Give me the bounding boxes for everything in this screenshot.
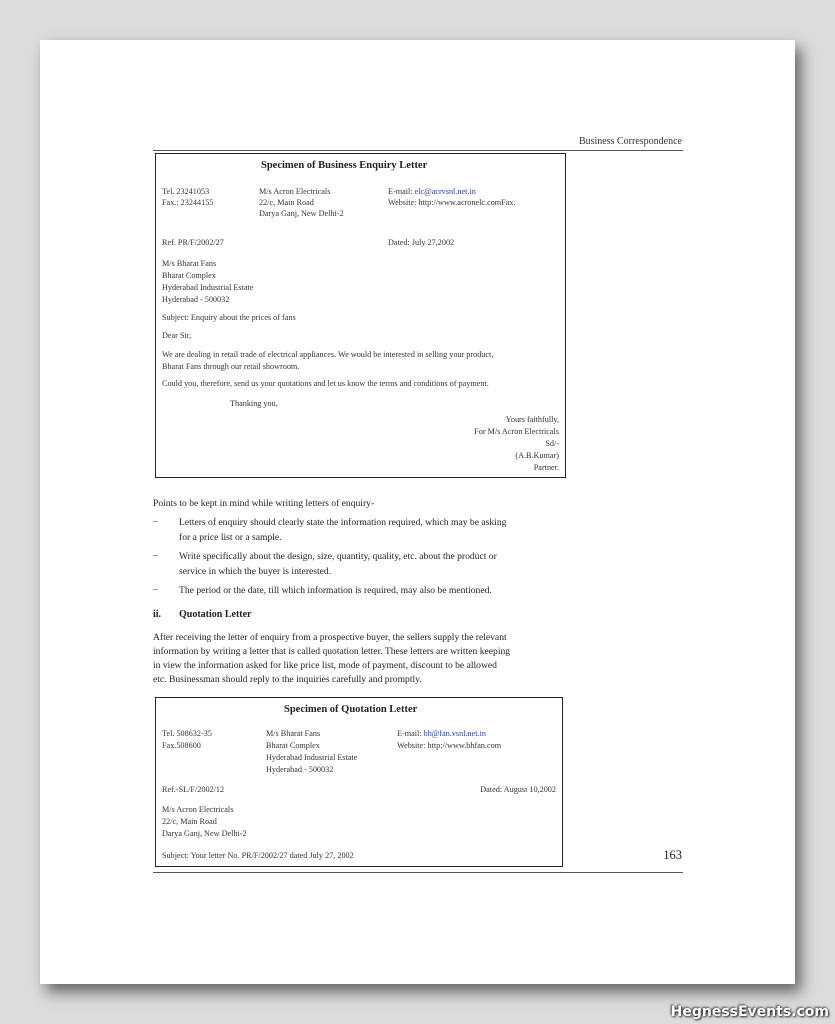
enquiry-signatory-name: (A.B.Kumar) xyxy=(515,451,559,460)
quotation-email-label: E-mail: xyxy=(397,729,424,738)
quotation-sender-name: M/s Bharat Fans xyxy=(266,729,321,738)
point-1-line1: Letters of enquiry should clearly state the information required, which may be asking xyxy=(179,517,507,528)
enquiry-salutation: Dear Sir, xyxy=(162,331,192,340)
enquiry-thanking: Thanking you, xyxy=(230,399,278,408)
quotation-letter-title: Specimen of Quotation Letter xyxy=(284,704,418,715)
enquiry-sender-name: M/s Acron Electricals xyxy=(259,187,331,196)
quotation-para-line4: etc. Businessman should reply to the inquiries carefully and promptly. xyxy=(153,674,422,685)
point-2-line2: service in which the buyer is interested. xyxy=(179,566,332,577)
quotation-recipient-name: M/s Acron Electricals xyxy=(162,805,234,814)
point-3-dash: – xyxy=(153,584,158,595)
quotation-recipient-line3: Darya Ganj, New Delhi-2 xyxy=(162,829,247,838)
enquiry-recipient-line3: Hyderabad Industrial Estate xyxy=(162,283,254,292)
enquiry-body-line3: Could you, therefore, send us your quotations and let us know the terms and conditions of payment. xyxy=(162,379,489,388)
enquiry-signatory-title: Partner. xyxy=(533,463,559,472)
quotation-para-line1: After receiving the letter of enquiry from a prospective buyer, the sellers supply the relevant xyxy=(153,632,507,643)
footer-rule xyxy=(153,872,683,873)
document-page xyxy=(40,40,795,984)
quotation-email-line xyxy=(397,728,486,739)
enquiry-recipient-name: M/s Bharat Fans xyxy=(162,259,217,268)
enquiry-signatory-firm: For M/s Acron Electricals xyxy=(474,427,559,436)
enquiry-subject: Subject: Enquiry about the prices of fans xyxy=(162,313,296,322)
quotation-sender-line3: Hyderabad Industrial Estate xyxy=(266,753,358,762)
points-intro: Points to be kept in mind while writing letters of enquiry- xyxy=(153,498,375,509)
enquiry-sd: Sd/- xyxy=(545,439,559,448)
enquiry-letter-title: Specimen of Business Enquiry Letter xyxy=(261,160,428,171)
point-3-line1: The period or the date, till which information is required, may also be mentioned. xyxy=(179,585,492,596)
quotation-para-line2: information by writing a letter that is called quotation letter. These letters are written keeping xyxy=(153,646,511,657)
enquiry-date: Dated: July 27,2002 xyxy=(388,238,455,247)
quotation-letter-box xyxy=(155,697,563,867)
quotation-website: Website: http://www.bhfan.com xyxy=(397,741,502,750)
quotation-email-link[interactable]: bh@fan.vsnl.net.in xyxy=(423,729,486,738)
enquiry-sender-street: 22/c, Main Road xyxy=(259,198,314,207)
quotation-recipient-line2: 22/c, Main Road xyxy=(162,817,217,826)
page-number: 163 xyxy=(663,848,682,862)
enquiry-recipient-line2: Bharat Complex xyxy=(162,271,216,280)
quotation-ref: Ref.-SL/F/2002/12 xyxy=(162,785,225,794)
quotation-date: Dated: August 10,2002 xyxy=(480,785,556,794)
quotation-sender-line4: Hyderabad - 500032 xyxy=(266,765,334,774)
enquiry-closing: Yours faithfully, xyxy=(505,415,559,424)
enquiry-recipient-line4: Hyderabad - 500032 xyxy=(162,295,230,304)
section-heading: Quotation Letter xyxy=(179,609,252,620)
quotation-fax: Fax.508600 xyxy=(162,741,201,750)
point-1-dash: – xyxy=(153,516,158,527)
enquiry-ref: Ref. PR/F/2002/27 xyxy=(162,238,224,247)
enquiry-website: Website: http://www.acronelc.comFax. xyxy=(388,198,516,207)
enquiry-fax: Fax.: 23244155 xyxy=(162,198,214,207)
enquiry-letter-box xyxy=(155,153,566,478)
quotation-subject: Subject: Your letter No. PR/F/2002/27 dated July 27, 2002 xyxy=(162,851,354,860)
enquiry-body-line1: We are dealing in retail trade of electrical appliances. We would be interested in selling your product, xyxy=(162,350,494,359)
header-rule xyxy=(153,150,683,151)
quotation-tel: Tel. 508632-35 xyxy=(162,729,212,738)
quotation-sender-line2: Bharat Complex xyxy=(266,741,320,750)
running-header: Business Correspondence xyxy=(578,136,682,147)
enquiry-email-link[interactable]: elc@acrvsnl.net.in xyxy=(414,187,476,196)
watermark: HegnessEvents.com xyxy=(670,1004,829,1020)
section-number: ii. xyxy=(153,609,162,620)
point-2-dash: – xyxy=(153,550,158,561)
quotation-para-line3: in view the information asked for like price list, mode of payment, discount to be allowed xyxy=(153,660,497,671)
enquiry-email-label: E-mail: xyxy=(388,187,415,196)
enquiry-tel: Tel. 23241053 xyxy=(162,187,210,196)
enquiry-email-line xyxy=(388,186,476,197)
point-1-line2: for a price list or a sample. xyxy=(179,532,282,543)
enquiry-sender-city: Darya Ganj, New Delhi-2 xyxy=(259,209,344,218)
point-2-line1: Write specifically about the design, size, quantity, quality, etc. about the product or xyxy=(179,551,497,562)
enquiry-body-line2: Bharat Fans through our retail showroom. xyxy=(162,362,300,371)
